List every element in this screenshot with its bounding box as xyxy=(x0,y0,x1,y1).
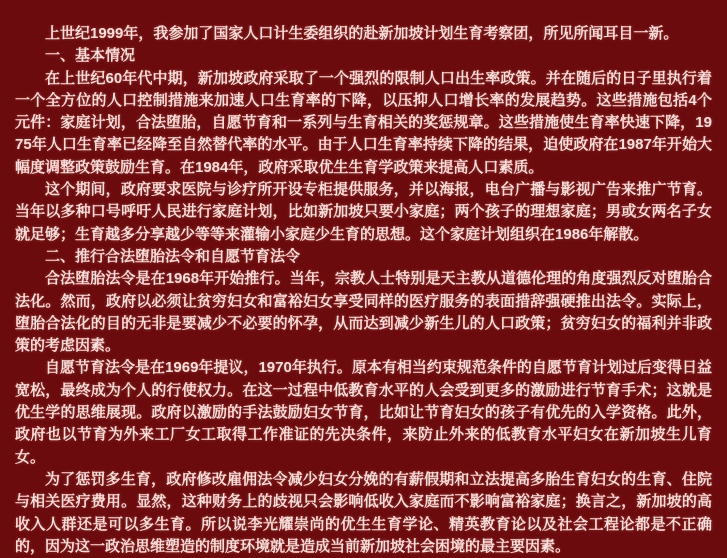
intro-paragraph: 上世纪1999年，我参加了国家人口计生委组织的赴新加坡计划生育考察团，所见所闻耳目一新。 xyxy=(45,25,679,42)
body-paragraph: 合法堕胎法令是在1968年开始推行。当年，宗教人士特别是天主教从道德伦理的角度强烈反对堕胎合法化。然而，政府以必须让贫穷妇女和富裕妇女享受同样的医疗服务的表面措辞强硬推出法令。实际上，堕胎合法化的目的无非是要减少不必要的怀孕，从而达到减少新生儿的人口政策；贫穷妇女的福利并非政策的考虑因素。 xyxy=(15,270,712,355)
body-paragraph: 这个期间，政府要求医院与诊疗所开设专柜提供服务，并以海报，电台广播与影视广告来推广节育。当年以多种口号呼吁人民进行家庭计划，比如新加坡只要小家庭；两个孩子的理想家庭；男或女两名子女就足够；生育越多分享越少等等来灌输小家庭少生育的思想。这个家庭计划组织在1986年解散。 xyxy=(15,181,712,243)
body-paragraph: 自愿节育法令是在1969年提议，1970年执行。原本有相当约束规范条件的自愿节育计划过后变得日益宽松，最终成为个人的行使权力。在这一过程中低教育水平的人会受到更多的激励进行节育手术；这就是优生学的思维展现。政府以激励的手法鼓励妇女节育，比如让节育妇女的孩子有优先的入学资格。此外，政府也以节育为外来工厂女工取得工作准证的先决条件，来防止外来的低教育水平妇女在新加坡生儿育女。 xyxy=(15,359,712,466)
body-paragraph: 为了惩罚多生育，政府修改雇佣法令减少妇女分娩的有薪假期和立法提高多胎生育妇女的生育、住院与相关医疗费用。显然，这种财务上的歧视只会影响低收入家庭而不影响富裕家庭；换言之，新加坡的高收入人群还是可以多生育。所以说李光耀崇尚的优生生育学论、精英教育论以及社会工程论都是不正确的，因为这一政治思维塑造的制度环境就是造成当前新加坡社会困境的最主要因素。 xyxy=(15,470,712,555)
body-paragraph: 在上世纪60年代中期，新加坡政府采取了一个强烈的限制人口出生率政策。并在随后的日子里执行着一个全方位的人口控制措施来加速人口生育率的下降，以压抑人口增长率的发展趋势。这些措施包括4个元件：家庭计划，合法堕胎，自愿节育和一系列与生育相关的奖惩规章。这些措施使生育率快速下降，1975年人口生育率已经降至自然替代率的水平。由于人口生育率持续下降的结果，迫使政府在1987年开始大幅度调整政策鼓励生育。在1984年，政府采取优生生育学政策来提高人口素质。 xyxy=(15,69,712,176)
section-2-heading: 二、推行合法堕胎法令和自愿节育法令 xyxy=(45,247,301,265)
section-1-heading: 一、基本情况 xyxy=(45,47,136,65)
